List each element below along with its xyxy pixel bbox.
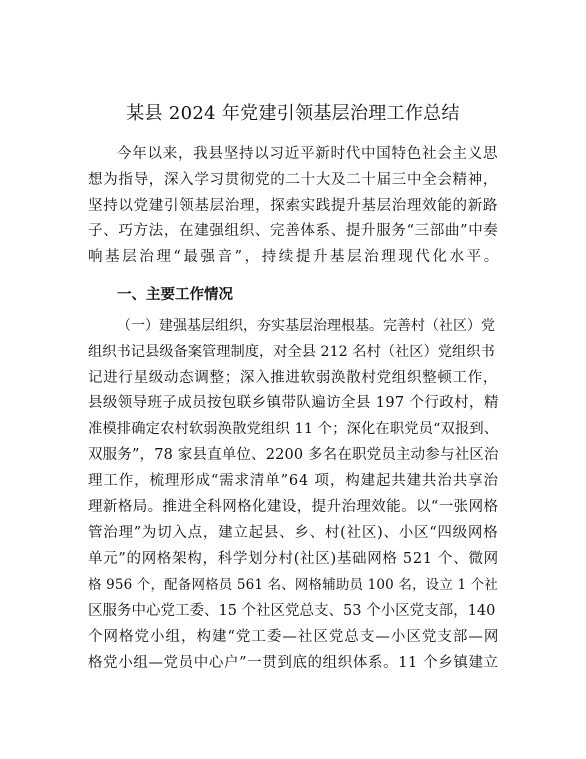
document-title-text: 某县 2024 年党建引领基层治理工作总结 xyxy=(126,103,460,124)
body-line-10: 单元”的网格架构，科学划分村(社区)基础网格 521 个、微网 xyxy=(88,551,499,567)
body-line-11: 格 956 个，配备网格员 561 名、网格辅助员 100 名，设立 1 个社 xyxy=(88,577,498,593)
body-line-8: 理新格局。推进全科网格化建设，提升治理效能。以“一张网格 xyxy=(88,499,499,515)
body-line-14: 格党小组—党员中心户”一贯到底的组织体系。11 个乡镇建立 xyxy=(88,655,499,671)
body-line-13: 个网格党小组，构建“党工委—社区党总支—小区党支部—网 xyxy=(88,629,500,645)
body-line-9: 管治理”为切入点，建立起县、乡、村(社区)、小区“四级网格 xyxy=(88,525,499,541)
section-heading: 一、主要工作情况 xyxy=(117,286,233,303)
body-line-12: 区服务中心党工委、15 个社区党总支、53 个小区党支部，140 xyxy=(88,603,496,619)
intro-line-4: 子、巧方法，在建强组织、完善体系、提升服务“三部曲”中奏 xyxy=(88,223,499,239)
body-line-4: 县级领导班子成员按包联乡镇带队遍访全县 197 个行政村，精 xyxy=(88,395,499,411)
intro-line-3: 坚持以党建引领基层治理，探索实践提升基层治理效能的新路 xyxy=(88,198,499,214)
body-line-5: 准模排确定农村软弱涣散党组织 11 个；深化在职党员“双报到、 xyxy=(88,421,499,437)
intro-line-5: 响基层治理“最强音”，持续提升基层治理现代化水平。 xyxy=(88,249,501,265)
intro-line-1: 今年以来，我县坚持以习近平新时代中国特色社会主义思 xyxy=(117,146,499,162)
body-line-2: 组织书记县级备案管理制度，对全县 212 名村（社区）党组织书 xyxy=(88,344,495,360)
body-line-7: 理工作，梳理形成“需求清单”64 项，构建起共建共治共享治 xyxy=(88,473,499,489)
body-line-3: 记进行星级动态调整；深入推进软弱涣散村党组织整顿工作， xyxy=(88,370,499,386)
intro-line-2: 想为指导，深入学习贯彻党的二十大及二十届三中全会精神， xyxy=(88,172,499,188)
body-line-1: （一）建强基层组织，夯实基层治理根基。完善村（社区）党 xyxy=(117,318,495,334)
body-line-6: 双服务”，78 家县直单位、2200 多名在职党员主动参与社区治 xyxy=(88,447,499,463)
document-title xyxy=(0,101,586,127)
